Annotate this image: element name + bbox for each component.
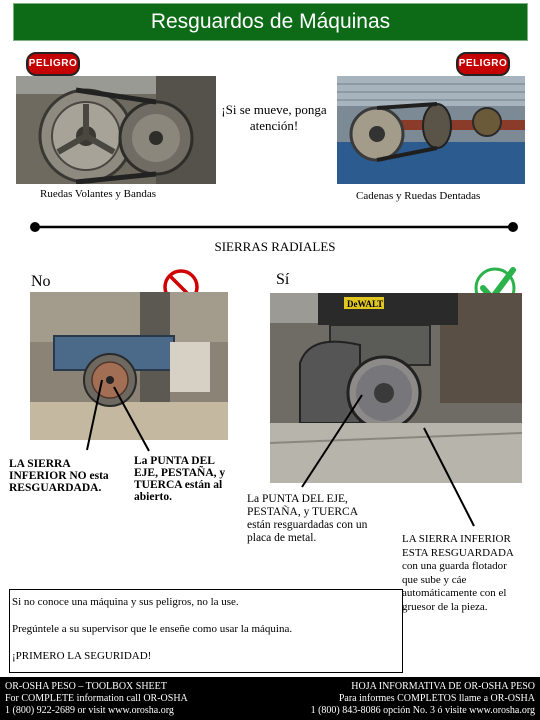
footer-left-line-3: 1 (800) 922-2689 or visit www.orosha.org <box>5 705 174 716</box>
note-line-2: Pregúntele a su supervisor que le enseñe como usar la máquina. <box>12 623 293 635</box>
chain-caption: Cadenas y Ruedas Dentadas <box>356 190 481 202</box>
footer-left-line-1: OR-OSHA PESO – TOOLBOX SHEET <box>5 681 167 692</box>
danger-badge-right: PELIGRO <box>456 52 510 76</box>
footer-right-line-3: 1 (800) 843-8086 opción No. 3 ó visite www.orosha.org <box>310 705 535 716</box>
unguarded-blade-callout: LA SIERRA INFERIOR NO esta RESGUARDADA. <box>9 458 109 494</box>
guarded-shaft-callout: La PUNTA DEL EJE, PESTAÑA, y TUERCA están resguardadas con un placa de metal. <box>247 493 368 544</box>
footer-right-line-2: Para informes COMPLETOS llame a OR-OSHA <box>338 693 535 704</box>
guarded-blade-callout: LA SIERRA INFERIOR ESTA RESGUARDADA con una guarda flotador que sube y cáe automáticamente con el gruesor de la pieza. <box>402 533 514 613</box>
page-title: Resguardos de Máquinas <box>13 3 528 41</box>
yes-heading: Sí <box>276 271 290 288</box>
danger-badge-left: PELIGRO <box>26 52 80 76</box>
section-title: SIERRAS RADIALES <box>214 239 336 254</box>
no-heading: No <box>31 273 51 290</box>
saw-brand-label: DeWALT <box>347 299 384 309</box>
exposed-shaft-callout: La PUNTA DEL EJE, PESTAÑA, y TUERCA están al abierto. <box>134 455 226 503</box>
flywheel-caption: Ruedas Volantes y Bandas <box>40 188 156 200</box>
safety-notes-box <box>9 589 403 673</box>
footer-right-line-1: HOJA INFORMATIVA DE OR-OSHA PESO <box>351 681 535 692</box>
motion-warning: ¡Si se mueve, ponga atención! <box>221 102 327 133</box>
footer <box>0 677 540 720</box>
note-line-3: ¡PRIMERO LA SEGURIDAD! <box>12 650 152 662</box>
note-line-1: Si no conoce una máquina y sus peligros, no la use. <box>12 596 239 608</box>
footer-left-line-2: For COMPLETE information call OR-OSHA <box>5 693 188 704</box>
